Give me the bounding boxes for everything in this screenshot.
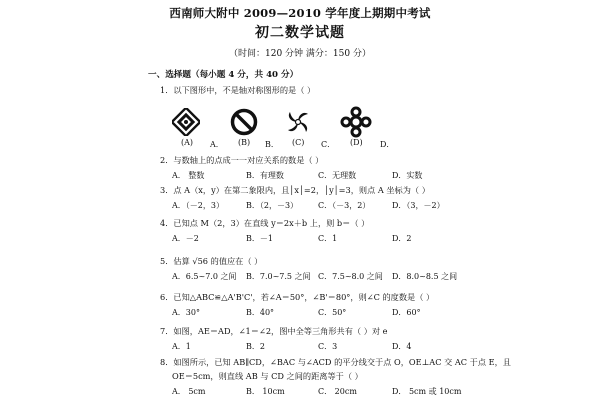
q7-choice-a: A．1	[172, 342, 191, 351]
q1-figure-c	[284, 108, 312, 136]
exam-title: 西南师大附中 2009—2010 学年度上期期中考试	[169, 6, 431, 20]
q1-figure-b	[230, 108, 258, 136]
no-entry-icon	[230, 108, 258, 136]
q2-choice-a: A． 整数	[172, 171, 205, 180]
q1-stem: 1．以下图形中，不是轴对称图形的是（ ）	[160, 85, 316, 95]
q6-stem: 6．已知△ABC≌△A'B'C'，若∠A＝50°，∠B'＝80°，则∠C 的度数是（ ）	[160, 292, 435, 302]
q6-choice-d: D．60°	[392, 308, 421, 317]
q5-choice-c: C．7.5~8.0 之间	[318, 272, 383, 281]
pinwheel-icon	[284, 108, 312, 136]
q8-choice-b: B． 10cm	[246, 387, 285, 396]
q1-figure-a	[172, 108, 200, 136]
q1-figure-d	[340, 106, 372, 138]
q7-stem: 7．如图，AE＝AD，∠1＝∠2，图中全等三角形共有（ ）对 e	[160, 326, 388, 336]
q7-choice-d: D．4	[392, 342, 412, 351]
q4-choice-a: A．－2	[172, 234, 199, 243]
q1-fig-label-c: (C)	[292, 138, 305, 147]
exam-subtitle: 初二数学试题	[255, 25, 345, 41]
q1-fig-label-d: (D)	[350, 138, 363, 147]
q8-choice-c: C． 20cm	[318, 387, 357, 396]
q4-stem: 4．已知点 M（2，3）在直线 y＝2x＋b 上，则 b＝（ ）	[160, 218, 370, 228]
q6-choice-c: C．50°	[318, 308, 347, 317]
q8-choice-a: A． 5cm	[172, 387, 206, 396]
q3-stem: 3．点 A（x，y）在第二象限内，且│x│=2，│y│=3，则点 A 坐标为（ ）	[160, 185, 430, 195]
q3-choice-b: B．（2，－3）	[246, 201, 299, 210]
q4-choice-c: C．1	[318, 234, 338, 243]
q7-choice-c: C．3	[318, 342, 338, 351]
exam-meta: （时间：120 分钟 满分：150 分）	[229, 49, 371, 59]
q2-choice-c: C．无理数	[318, 171, 357, 180]
q5-choice-a: A．6.5~7.0 之间	[172, 272, 237, 281]
q1-choice-d: D．	[380, 140, 395, 149]
clover-rings-icon	[340, 106, 372, 138]
q7-choice-b: B．2	[246, 342, 265, 351]
q2-choice-b: B．有理数	[246, 171, 284, 180]
q6-choice-a: A．30°	[172, 308, 200, 317]
q1-choice-a: A．	[210, 140, 224, 149]
section-heading: 一、选择题（每小题 4 分，共 40 分）	[148, 70, 299, 80]
q1-choice-b: B．	[265, 140, 279, 149]
q3-choice-d: D．（3，－2）	[392, 201, 445, 210]
q5-choice-d: D．8.0~8.5 之间	[392, 272, 458, 281]
q6-choice-b: B．40°	[246, 308, 275, 317]
q8-choice-d: D． 5cm 或 10cm	[392, 387, 462, 396]
q3-choice-a: A．（－2，3）	[172, 201, 224, 210]
q1-choice-c: C．	[321, 140, 336, 149]
q2-choice-d: D．实数	[392, 171, 423, 180]
q1-fig-label-b: (B)	[238, 138, 251, 147]
q8-stem-continued: OE＝5cm，则直线 AB 与 CD 之间的距离等于（ ）	[172, 371, 363, 381]
q4-choice-d: D．2	[392, 234, 412, 243]
q1-fig-label-a: (A)	[181, 138, 194, 147]
q2-stem: 2．与数轴上的点成一一对应关系的数是（ ）	[160, 155, 324, 165]
q3-choice-c: C．（－3，2）	[318, 201, 371, 210]
q5-choice-b: B．7.0~7.5 之间	[246, 272, 311, 281]
q4-choice-b: B．－1	[246, 234, 273, 243]
q5-stem: 5．估算 √56 的值应在（ ）	[160, 256, 263, 266]
chinese-knot-icon	[172, 108, 200, 136]
q8-stem: 8．如图所示，已知 AB∥CD，∠BAC 与∠ACD 的平分线交于点 O，OE⊥AC 交 AC 于点 E，且	[160, 357, 511, 367]
